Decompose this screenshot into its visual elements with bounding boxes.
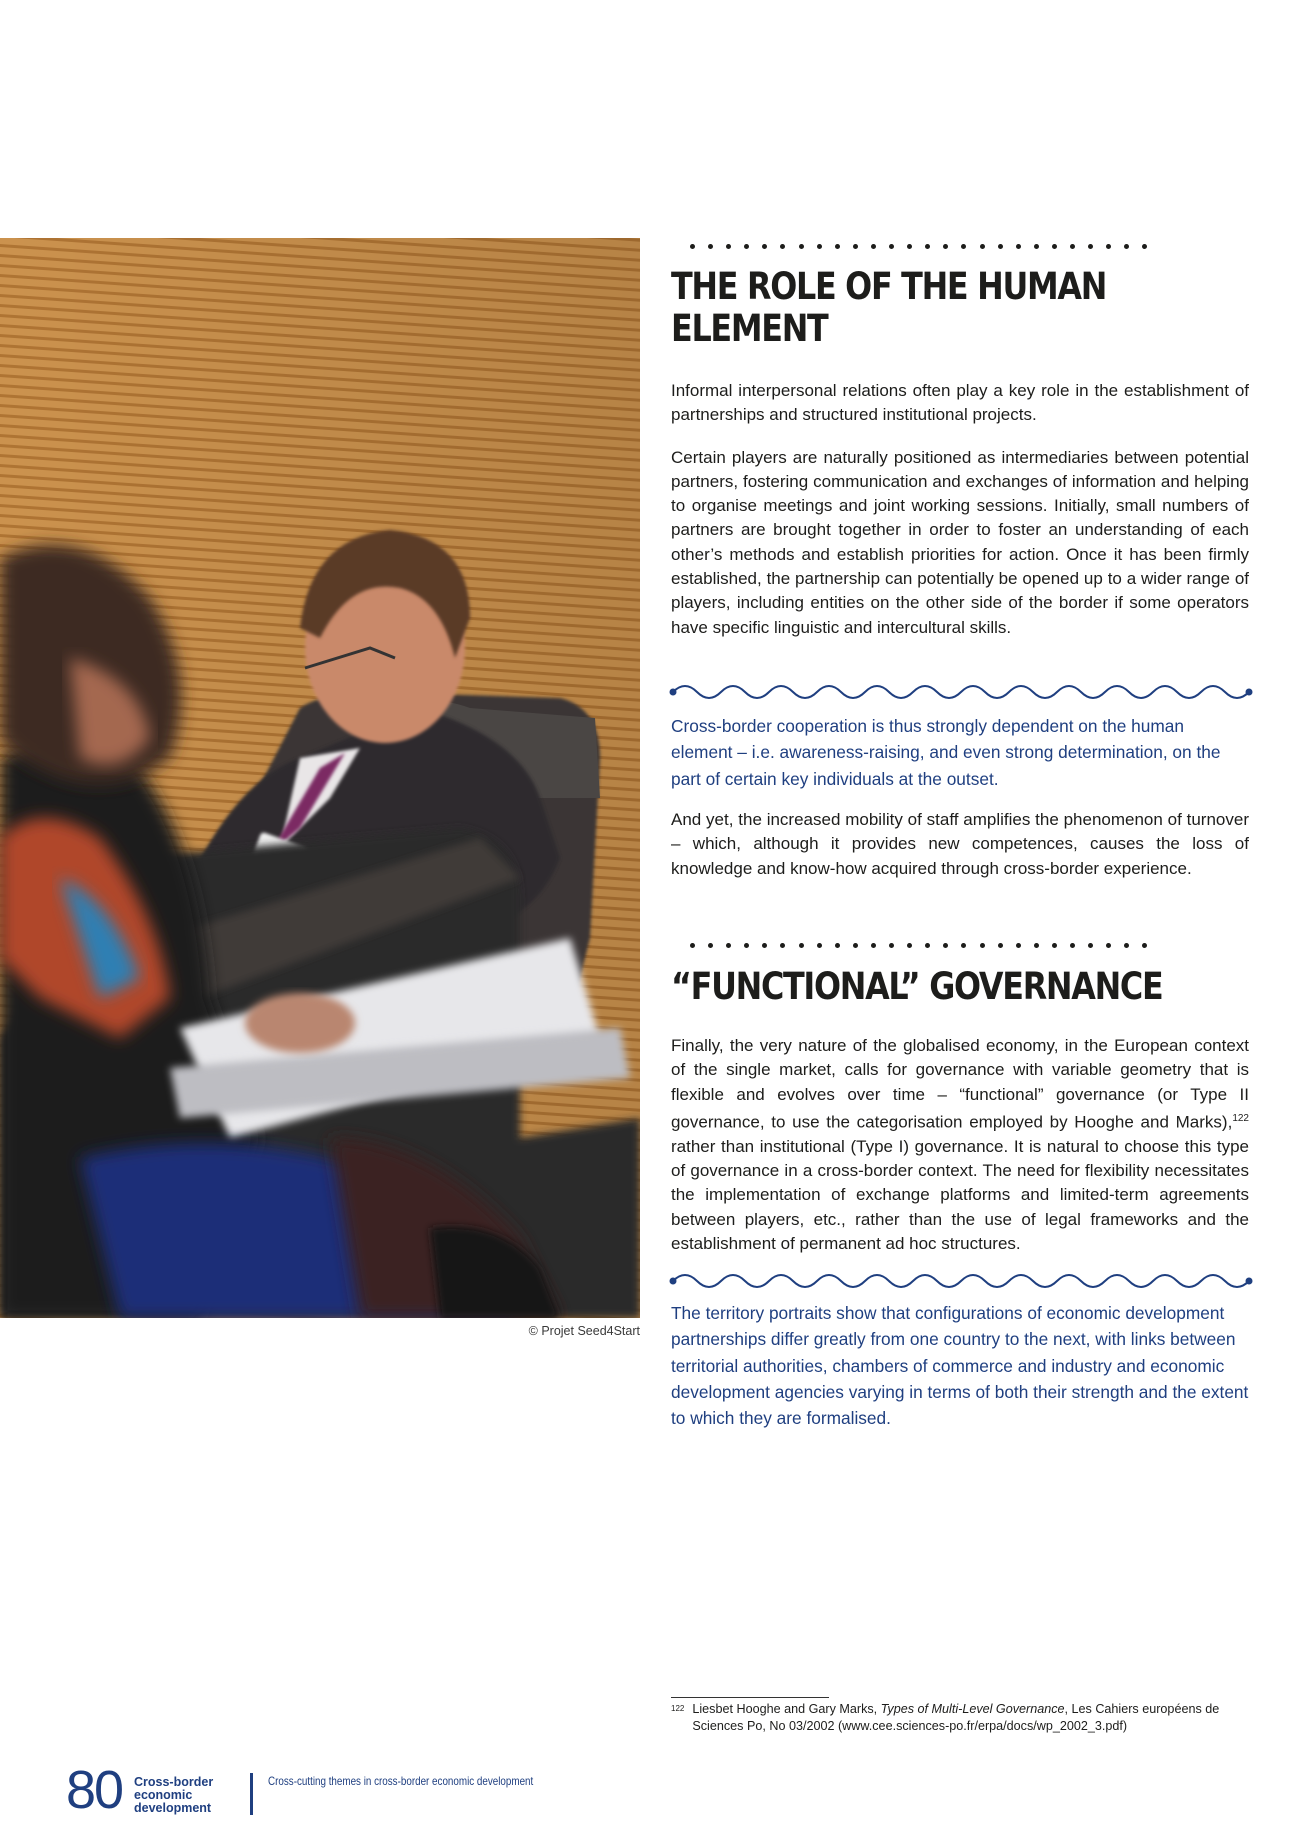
brand-line: economic	[134, 1788, 193, 1802]
publication-brand	[134, 1776, 213, 1815]
footnote-text: Liesbet Hooghe and Gary Marks,	[692, 1702, 881, 1716]
wave-divider	[669, 1273, 1253, 1289]
paragraph: Informal interpersonal relations often play a key role in the establishment of partnerships and structured institutional projects.	[671, 381, 1249, 425]
footnote-cited-title: Types of Multi-Level Governance	[880, 1702, 1065, 1716]
footnote-reference: 122	[1232, 1112, 1249, 1124]
paragraph-text: Finally, the very nature of the globalised economy, in the European context of the single market, calls for governance with variable geometry that is flexible and evolves over time – “functional” governance (or Type II governance, to use the categorisation employed by Hooghe and Marks),	[671, 1036, 1249, 1132]
paragraph: Certain players are naturally positioned as intermediaries between potential partners, fostering communication and exchanges of information and helping to organise meetings and joint working sessions. Initially, small numbers of partners are brought together in order to foster an understanding of each other’s methods and establish priorities for action. Once it has been firmly established, the partnership can potentially be opened up to a wider range of players, including entities on the other side of the border if some operators have specific linguistic and intercultural skills.	[671, 447, 1249, 637]
section2-body	[671, 1034, 1249, 1256]
dotted-divider	[690, 935, 1160, 953]
section1-body	[671, 379, 1249, 640]
section2-highlight	[671, 1300, 1249, 1431]
section1-closing	[671, 808, 1249, 881]
footnote-number: 122	[671, 1704, 685, 1713]
paragraph-text: rather than institutional (Type I) governance. It is natural to choose this type of governance in a cross-border context. The need for flexibility necessitates the implementation of exchange platforms and limited-term agreements between players, etc., rather than the use of legal frameworks and the establishment of permanent ad hoc structures.	[671, 1136, 1249, 1254]
footnote-text: , Les Cahiers européens de Sciences Po, No 03/2002 (www.cee.sciences-po.fr/erpa/docs/wp_2002_3.pdf)	[692, 1702, 1220, 1733]
running-section-title: Cross-cutting themes in cross-border economic development	[268, 1774, 534, 1788]
section-title-human-element: THE ROLE OF THE HUMAN ELEMENT	[671, 265, 1107, 350]
footer-divider	[250, 1773, 253, 1815]
footnote	[671, 1701, 1251, 1734]
brand-line: development	[134, 1801, 212, 1815]
highlight-quote: The territory portraits show that configurations of economic development partnerships differ greatly from one country to the next, with links between territorial authorities, chambers of commerce and industry and economic development agencies varying in terms of both their strength and the extent to which they are formalised.	[671, 1303, 1249, 1429]
photo-credit: © Projet Seed4Start	[528, 1324, 640, 1338]
conference-photo	[0, 238, 640, 1318]
paragraph	[671, 1034, 1249, 1256]
dotted-divider	[690, 236, 1160, 254]
footnote-rule	[671, 1697, 829, 1698]
brand-line: Cross-border	[134, 1775, 214, 1789]
wave-divider	[669, 684, 1253, 700]
page-number: 80	[66, 1760, 123, 1820]
paragraph: And yet, the increased mobility of staff amplifies the phenomenon of turnover – which, although it provides new competences, causes the loss of knowledge and know-how acquired through cross-border experience.	[671, 810, 1249, 878]
section-title-functional-governance: “FUNCTIONAL” GOVERNANCE	[671, 965, 1163, 1008]
highlight-quote: Cross-border cooperation is thus strongly dependent on the human element – i.e. awareness-raising, and even strong determination, on the part of certain key individuals at the outset.	[671, 716, 1221, 789]
section1-highlight	[671, 713, 1249, 792]
